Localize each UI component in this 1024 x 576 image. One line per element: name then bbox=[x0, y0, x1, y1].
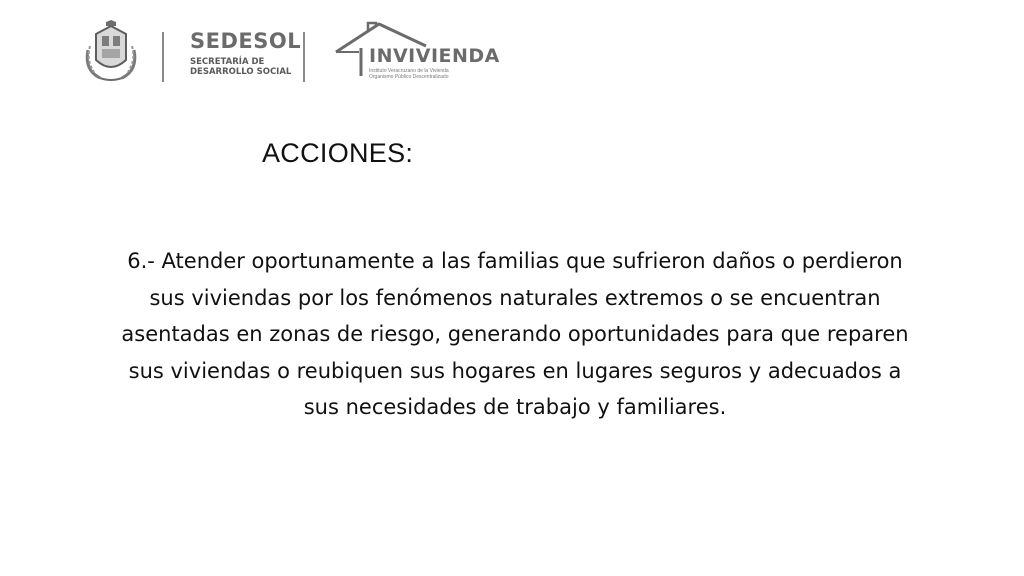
slide-body-text: 6.- Atender oportunamente a las familias que sufrieron daños o perdieron sus viviendas por los fenómenos naturales extremos o se encuentran asentadas en zonas de riesgo, generando oportunidades para que reparen sus viviendas o reubiquen sus hogares en lugares seguros y adecuados a sus necesidades de trabajo y familiares. bbox=[121, 249, 909, 419]
invivienda-subtitle-line: Organismo Público Descentralizado bbox=[369, 74, 449, 80]
sedesol-name: SEDESOL bbox=[190, 29, 302, 53]
header-divider bbox=[162, 32, 164, 82]
invivienda-subtitle bbox=[369, 68, 449, 80]
sedesol-logo bbox=[190, 30, 301, 77]
veracruz-seal-logo bbox=[82, 20, 140, 82]
invivienda-logo bbox=[334, 20, 504, 80]
sedesol-subtitle-line: DESARROLLO SOCIAL bbox=[190, 67, 292, 77]
header-divider bbox=[303, 32, 305, 82]
sedesol-subtitle-line: SECRETARÍA DE bbox=[190, 57, 265, 67]
slide-title: ACCIONES: bbox=[262, 138, 414, 168]
sedesol-subtitle bbox=[190, 57, 301, 77]
invivienda-name: INVIVIENDA bbox=[369, 45, 500, 67]
invivienda-subtitle-line: Instituto Veracruzano de la Vivienda bbox=[369, 68, 449, 74]
logo-header bbox=[0, 0, 1024, 110]
